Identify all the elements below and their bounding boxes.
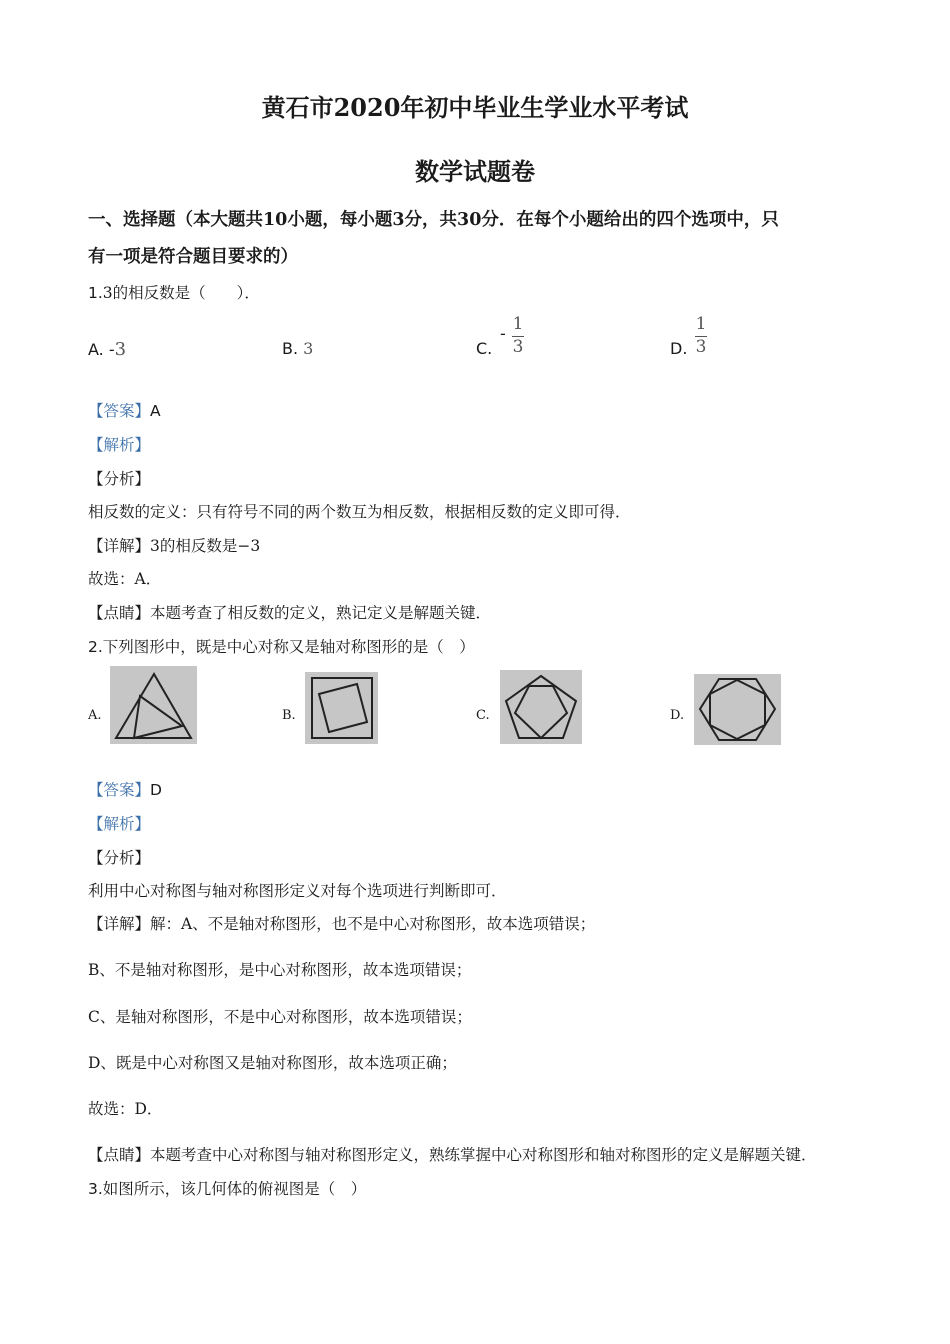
squares-figure: [305, 672, 378, 744]
answer-tag: 【答案】: [88, 402, 151, 420]
option-d-fraction: [695, 316, 707, 356]
choose-text: 故选：D．: [88, 1100, 163, 1118]
rotated-square: [319, 684, 367, 732]
question-text: 下列图形中，既是中心对称又是轴对称图形的是（ ）: [102, 638, 475, 656]
analysis-tag: 【解析】: [88, 815, 151, 833]
section-heading-line2: 有一项是符合题目要求的）: [88, 247, 298, 267]
option-label: C.: [476, 339, 493, 358]
question-number: 3.: [88, 1180, 103, 1198]
triangles-figure: [110, 666, 197, 744]
section-heading-line1: 一、选择题（本大题共10小题，每小题3分，共30分．在每个小题给出的四个选项中，只: [88, 210, 779, 230]
fraction-denominator: 3: [512, 337, 524, 357]
choose-text: 故选：A．: [88, 570, 162, 588]
document-subtitle: 数学试题卷: [415, 157, 535, 186]
question-1: [88, 281, 260, 303]
detail-text: 【详解】解：A、不是轴对称图形，也不是中心对称图形，故本选项错误；: [88, 915, 596, 933]
option-d: [670, 339, 687, 358]
detail-line-d: D、既是中心对称图又是轴对称图形，故本选项正确；: [88, 1054, 457, 1072]
option-c-fraction: [512, 316, 524, 356]
shape-option-label-d: D.: [670, 708, 685, 723]
tip-text: 【点睛】本题考查了相反数的定义，熟记定义是解题关键．: [88, 604, 492, 622]
shape-option-a: [110, 666, 197, 744]
option-c: [476, 339, 492, 358]
shape-option-label-a: A.: [88, 708, 102, 723]
detail-line-c: C、是轴对称图形，不是中心对称图形，故本选项错误；: [88, 1008, 472, 1026]
question-text: 3的相反数是（ ）．: [102, 284, 260, 302]
question-3: [88, 1177, 366, 1199]
hexagons-figure: [694, 674, 781, 745]
answer-tag: 【答案】: [88, 781, 151, 799]
option-b: [282, 339, 313, 358]
tip-text: 【点睛】本题考查中心对称图与轴对称图形定义，熟练掌握中心对称图形和轴对称图形的定义是解题关键．: [88, 1146, 817, 1164]
option-a: [88, 339, 126, 360]
inner-pentagon: [515, 686, 567, 738]
fraction-denominator: 3: [695, 337, 707, 357]
answer-row: [88, 399, 161, 421]
answer-value: D: [150, 781, 162, 799]
option-value: 3: [303, 339, 314, 358]
fenxi-text: 利用中心对称图与轴对称图形定义对每个选项进行判断即可．: [88, 882, 507, 900]
inner-triangle: [134, 696, 182, 738]
inner-hexagon: [710, 680, 765, 739]
shape-option-b: [305, 672, 378, 744]
pentagons-figure: [500, 670, 582, 744]
shape-option-c: [500, 670, 582, 744]
answer-value: A: [150, 402, 161, 420]
option-sign: -: [108, 340, 115, 359]
detail-line-b: B、不是轴对称图形，是中心对称图形，故本选项错误；: [88, 961, 472, 979]
shape-option-d: [694, 674, 781, 745]
answer-row: [88, 778, 162, 800]
option-value: 3: [114, 339, 127, 360]
analysis-tag: 【解析】: [88, 436, 151, 454]
option-label: A.: [88, 340, 104, 359]
option-label: D.: [670, 339, 688, 358]
question-number: 1.: [88, 284, 103, 302]
fenxi-tag: 【分析】: [88, 849, 151, 867]
option-c-sign: -: [500, 324, 506, 343]
option-label: B.: [282, 339, 299, 358]
fraction-numerator: 1: [695, 314, 707, 334]
outer-hexagon: [700, 679, 775, 740]
shape-option-label-c: C.: [476, 708, 490, 723]
question-2: [88, 635, 475, 657]
question-number: 2.: [88, 638, 103, 656]
fraction-numerator: 1: [512, 314, 524, 334]
detail-text: 【详解】3的相反数是−3: [88, 537, 261, 555]
fenxi-tag: 【分析】: [88, 470, 151, 488]
question-text: 如图所示，该几何体的俯视图是（ ）: [102, 1180, 367, 1198]
shape-option-label-b: B.: [282, 708, 296, 723]
fenxi-text: 相反数的定义：只有符号不同的两个数互为相反数，根据相反数的定义即可得．: [88, 503, 631, 521]
document-title: 黄石市2020年初中毕业生学业水平考试: [261, 93, 689, 122]
